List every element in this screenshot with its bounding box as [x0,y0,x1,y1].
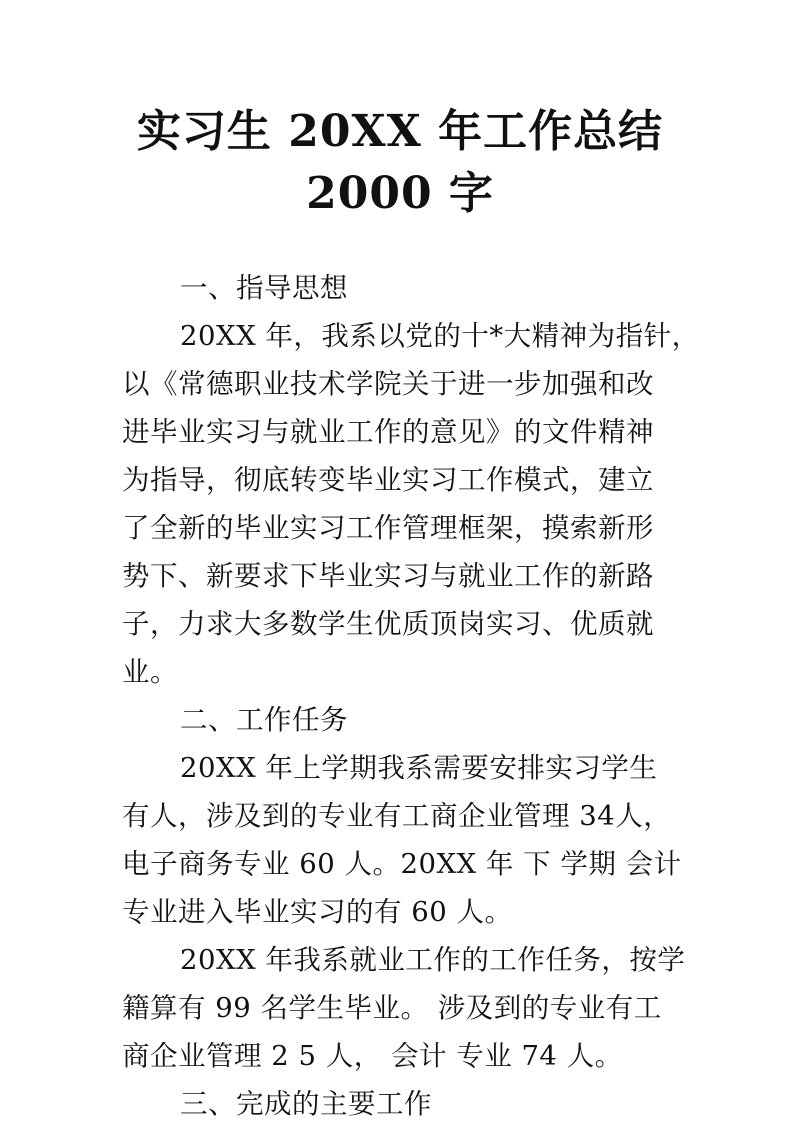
paragraph-line: 籍算有 99 名学生毕业。 涉及到的专业有工 [122,992,662,1024]
paragraph-line: 进毕业实习与就业工作的意见》的文件精神 [122,416,654,448]
paragraph-line: 了全新的毕业实习工作管理框架，摸索新形 [122,512,654,544]
paragraph-line: 为指导，彻底转变毕业实习工作模式，建立 [122,464,654,496]
document-title-line-1: 实习生 20XX 年工作总结 [136,106,664,157]
paragraph-line: 有人，涉及到的专业有工商企业管理 34人， [122,800,672,832]
paragraph-line: 20XX 年上学期我系需要安排实习学生 [180,752,658,784]
paragraph-line: 专业进入毕业实习的有 60 人。 [122,896,513,928]
paragraph-line: 以《常德职业技术学院关于进一步加强和改 [122,368,654,400]
section-heading-work-tasks: 二、工作任务 [180,704,348,736]
paragraph-line: 子，力求大多数学生优质顶岗实习、优质就 [122,608,654,640]
paragraph-line: 商企业管理 2 5 人， 会计 专业 74 人。 [122,1040,623,1072]
paragraph-line: 势下、新要求下毕业实习与就业工作的新路 [122,560,654,592]
section-heading-guiding-ideology: 一、指导思想 [180,272,348,304]
paragraph-line: 电子商务专业 60 人。20XX 年 下 学期 会计 [122,848,682,880]
paragraph-line: 20XX 年，我系以党的十*大精神为指针， [180,320,700,352]
document-title-line-2: 2000 字 [306,168,494,219]
section-heading-main-work-completed: 三、完成的主要工作 [180,1088,432,1120]
paragraph-line: 20XX 年我系就业工作的工作任务，按学 [180,944,686,976]
paragraph-line: 业。 [122,656,178,688]
